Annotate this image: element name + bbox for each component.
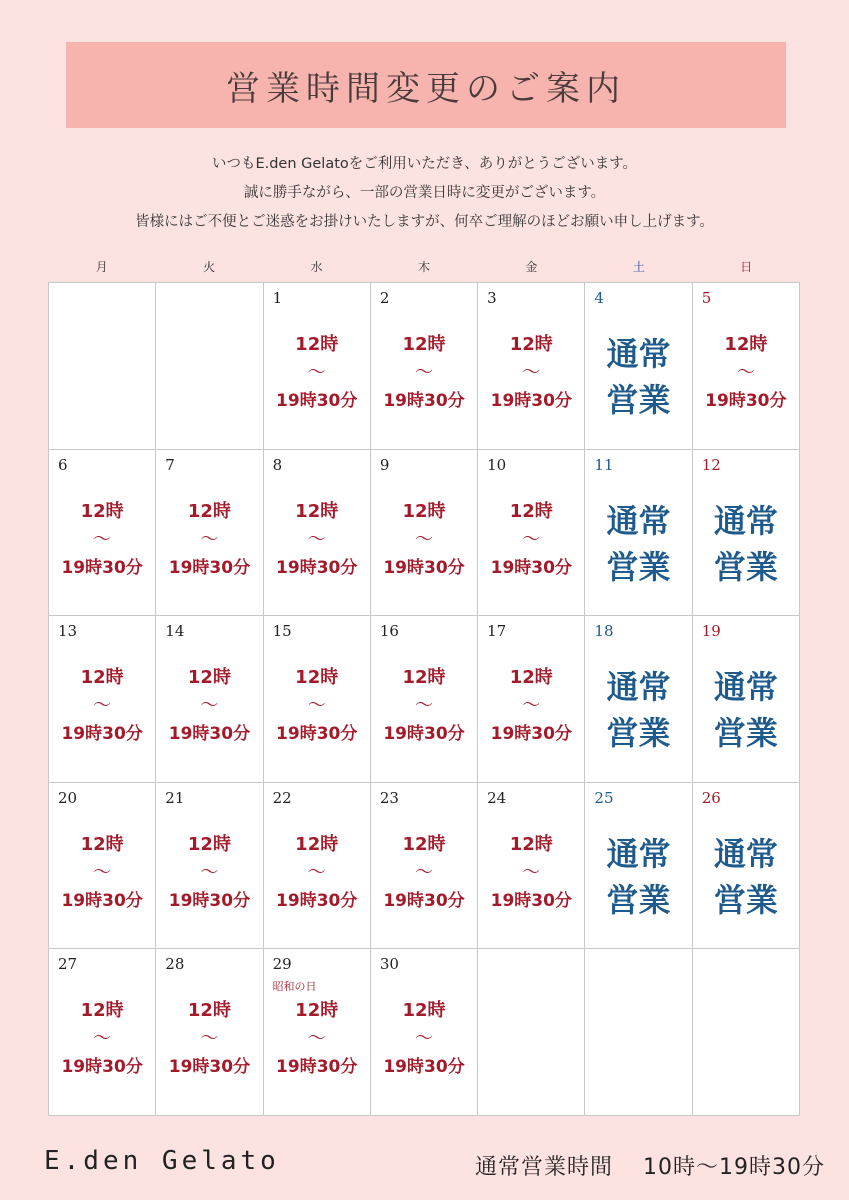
hours-separator: ～ [522,528,541,550]
hours-end: 19時30分 [490,391,572,411]
normal-hours [693,831,799,923]
day-number: 24 [487,788,507,807]
hours-start: 12時 [509,833,553,855]
day-number: 16 [379,622,399,641]
normal-label-2: 営業 [606,547,671,586]
calendar-cell-day-10 [478,450,585,617]
hours-end: 19時30分 [61,1057,143,1078]
changed-hours [49,997,155,1081]
calendar-cell-empty [156,283,263,450]
hours-separator: ～ [200,528,219,550]
hours-end: 19時30分 [61,724,143,745]
hours-start: 12時 [295,1000,339,1022]
hours-separator: ～ [200,695,219,717]
hours-end: 19時30分 [276,557,358,578]
hours-start: 12時 [509,334,553,355]
day-number: 14 [165,622,185,641]
regular-hours-value: 10時～19時30分 [643,1155,825,1180]
day-number: 13 [58,622,78,641]
normal-hours [693,498,799,590]
calendar-cell-day-11 [585,450,692,617]
calendar-cell-day-3 [478,283,585,450]
hours-end: 19時30分 [276,890,358,911]
hours-separator: ～ [414,861,433,883]
hours-start: 12時 [80,1000,124,1022]
day-number: 20 [58,788,78,807]
calendar-cell-day-14 [156,616,263,783]
hours-separator: ～ [307,861,326,883]
changed-hours [478,831,584,915]
changed-hours [49,498,155,582]
hours-start: 12時 [80,667,124,689]
normal-label-2: 営業 [606,381,671,419]
changed-hours [693,331,799,415]
hours-end: 19時30分 [168,890,251,911]
day-number: 15 [272,622,292,641]
calendar-cell-day-4 [585,283,692,450]
title-banner [66,42,786,128]
calendar-cell-day-13 [49,616,156,783]
day-number: 7 [165,455,175,474]
day-number: 3 [487,289,497,307]
hours-end: 19時30分 [168,557,251,578]
changed-hours [49,831,155,915]
hours-separator: ～ [93,1028,112,1050]
hours-start: 12時 [402,833,446,855]
hours-start: 12時 [295,667,339,689]
normal-hours [585,831,691,923]
page-title: 営業時間変更のご案内 [226,68,626,109]
day-number: 4 [594,289,604,307]
hours-start: 12時 [402,334,446,355]
normal-label-2: 営業 [713,547,778,586]
hours-start: 12時 [295,833,339,855]
hours-start: 12時 [509,667,553,689]
hours-end: 19時30分 [490,557,572,578]
normal-label-1: 通常 [606,668,671,707]
day-number: 5 [701,289,712,307]
day-number: 30 [379,955,399,974]
hours-separator: ～ [414,362,433,383]
day-number: 1 [272,289,283,307]
hours-separator: ～ [307,362,326,383]
weekday-wed: 水 [310,260,323,274]
intro-line: 誠に勝手ながら、一部の営業日時に変更がございます。 [243,185,606,201]
changed-hours [371,331,477,415]
day-number: 27 [58,955,78,974]
calendar-cell-empty [478,949,585,1116]
hours-separator: ～ [522,861,541,883]
hours-start: 12時 [187,1000,231,1022]
changed-hours [478,664,584,748]
day-number: 26 [701,788,721,807]
weekday-thu: 木 [417,260,430,274]
intro-line: いつもE.den Gelatoをご利用いただき、ありがとうございます。 [211,156,638,172]
hours-separator: ～ [93,695,112,717]
weekday-sun: 日 [740,260,753,274]
hours-end: 19時30分 [705,391,787,411]
day-number: 29 [272,955,292,974]
changed-hours [371,498,477,582]
hours-separator: ～ [93,861,112,883]
calendar-cell-day-24 [478,783,585,950]
calendar-cell-day-18 [585,616,692,783]
hours-start: 12時 [187,500,231,522]
day-number: 28 [165,955,185,974]
hours-end: 19時30分 [383,890,465,911]
calendar-cell-day-16 [371,616,478,783]
weekday-fri: 金 [525,260,538,274]
normal-hours [693,664,799,756]
hours-end: 19時30分 [383,557,465,578]
hours-separator: ～ [307,695,326,717]
hours-separator: ～ [414,1028,433,1050]
day-number: 9 [379,455,390,474]
hours-end: 19時30分 [490,890,572,911]
day-number: 19 [701,622,721,641]
normal-label-1: 通常 [713,834,778,873]
calendar-cell-day-21 [156,783,263,950]
weekday-sat: 土 [632,260,645,274]
hours-end: 19時30分 [168,1057,251,1078]
hours-separator: ～ [522,362,541,383]
hours-end: 19時30分 [276,391,358,411]
changed-hours [156,664,262,748]
calendar-cell-day-22 [264,783,371,950]
changed-hours [478,498,584,582]
intro-text [0,150,849,237]
hours-start: 12時 [187,667,231,689]
day-number: 8 [272,455,283,474]
day-number: 6 [58,455,68,474]
hours-end: 19時30分 [383,1057,465,1078]
hours-separator: ～ [200,861,219,883]
calendar-cell-day-9 [371,450,478,617]
calendar-cell-day-19 [693,616,800,783]
hours-end: 19時30分 [383,391,465,411]
hours-start: 12時 [80,833,124,855]
changed-hours [264,498,370,582]
normal-label-2: 営業 [713,714,778,753]
changed-hours [264,331,370,415]
calendar-cell-day-2 [371,283,478,450]
day-number: 12 [701,455,721,474]
day-number: 22 [272,788,292,807]
hours-start: 12時 [187,833,231,855]
changed-hours [264,664,370,748]
calendar-cell-day-8 [264,450,371,617]
day-number: 25 [594,788,614,807]
calendar-cell-day-25 [585,783,692,950]
calendar-cell-day-15 [264,616,371,783]
normal-hours [585,331,691,423]
normal-label-1: 通常 [713,668,778,707]
calendar-cell-day-17 [478,616,585,783]
hours-end: 19時30分 [61,890,143,911]
calendar-grid [48,282,800,1116]
normal-label-2: 営業 [713,880,778,919]
hours-start: 12時 [80,500,124,522]
hours-end: 19時30分 [276,724,358,745]
changed-hours [371,831,477,915]
calendar-cell-day-5 [693,283,800,450]
calendar-cell-day-26 [693,783,800,950]
changed-hours [156,498,262,582]
calendar-cell-empty [49,283,156,450]
hours-start: 12時 [724,334,768,355]
normal-label-1: 通常 [606,834,671,873]
regular-hours [475,1150,825,1181]
holiday-label: 昭和の日 [272,980,317,994]
calendar-cell-day-7 [156,450,263,617]
hours-separator: ～ [414,528,433,550]
day-number: 10 [487,455,507,474]
calendar-cell-day-29 [264,949,371,1116]
calendar-cell-empty [585,949,692,1116]
hours-separator: ～ [414,695,433,717]
normal-hours [585,664,691,756]
changed-hours [371,664,477,748]
hours-separator: ～ [522,695,541,717]
day-number: 23 [379,788,399,807]
changed-hours [49,664,155,748]
changed-hours [478,331,584,415]
calendar-cell-day-20 [49,783,156,950]
calendar-cell-day-28 [156,949,263,1116]
normal-hours [585,498,691,590]
hours-separator: ～ [200,1028,219,1050]
calendar-cell-day-1 [264,283,371,450]
normal-label-2: 営業 [606,714,671,753]
hours-start: 12時 [402,1000,446,1022]
normal-label-1: 通常 [606,501,671,540]
changed-hours [156,997,262,1081]
calendar-cell-day-27 [49,949,156,1116]
calendar-cell-empty [693,949,800,1116]
normal-label-1: 通常 [713,501,778,540]
day-number: 21 [165,788,185,807]
calendar-cell-day-30 [371,949,478,1116]
calendar-cell-day-12 [693,450,800,617]
regular-hours-label: 通常営業時間 [475,1155,614,1180]
weekday-tue: 火 [203,260,216,274]
hours-separator: ～ [736,362,755,383]
changed-hours [156,831,262,915]
hours-start: 12時 [402,667,446,689]
shop-name: E.den Gelato [44,1146,280,1176]
normal-label-1: 通常 [606,335,671,373]
calendar-cell-day-23 [371,783,478,950]
hours-separator: ～ [93,528,112,550]
day-number: 2 [379,289,390,307]
changed-hours [371,997,477,1081]
hours-end: 19時30分 [61,557,143,578]
day-number: 17 [487,622,507,641]
intro-line: 皆様にはご不便とご迷惑をお掛けいたしますが、何卒ご理解のほどお願い申し上げます。 [135,214,714,230]
changed-hours [264,831,370,915]
hours-start: 12時 [402,500,446,522]
hours-start: 12時 [295,500,339,522]
day-number: 18 [594,622,614,641]
calendar-cell-day-6 [49,450,156,617]
normal-label-2: 営業 [606,880,671,919]
hours-end: 19時30分 [276,1057,358,1078]
hours-separator: ～ [307,528,326,550]
hours-end: 19時30分 [490,724,572,745]
day-number: 11 [594,455,614,474]
weekday-mon: 月 [95,260,108,274]
hours-end: 19時30分 [168,724,251,745]
hours-separator: ～ [307,1028,326,1050]
changed-hours [264,997,370,1081]
weekday-header [48,258,800,276]
hours-start: 12時 [509,500,553,522]
hours-end: 19時30分 [383,724,465,745]
hours-start: 12時 [295,334,339,355]
